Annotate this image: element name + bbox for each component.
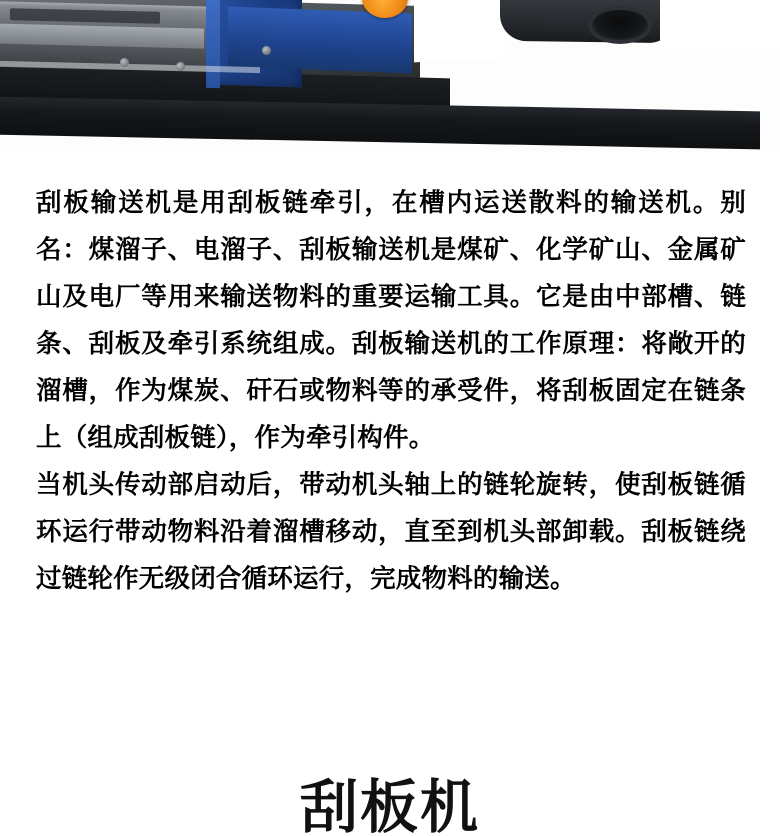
mounting-hole-icon xyxy=(588,6,652,44)
paragraph-2: 当机头传动部启动后，带动机头轴上的链轮旋转，使刮板链循环运行带动物料沿着溜槽移动，直至到机头部卸载。刮板链绕过链轮作无级闭合循环运行，完成物料的输送。 xyxy=(36,470,746,594)
bolt-icon xyxy=(176,62,185,71)
article-body xyxy=(0,152,780,603)
bolt-icon xyxy=(262,46,271,55)
section-title: 刮板机 xyxy=(299,773,480,836)
product-photo-banner xyxy=(0,0,780,152)
bolt-icon xyxy=(120,58,129,67)
photo-gap-right xyxy=(660,0,780,50)
photo-gap-left xyxy=(414,0,504,62)
blue-frame-edge xyxy=(206,0,220,88)
paragraph-1: 刮板输送机是用刮板链牵引，在槽内运送散料的输送机。别名：煤溜子、电溜子、刮板输送机是煤矿、化学矿山、金属矿山及电厂等用来输送物料的重要运输工具。它是由中部槽、链条、刮板及牵引系统组成。刮板输送机的工作原理：将敞开的溜槽，作为煤炭、矸石或物料等的承受件，将刮板固定在链条上（组成刮板链），作为牵引构件。 xyxy=(36,188,746,453)
